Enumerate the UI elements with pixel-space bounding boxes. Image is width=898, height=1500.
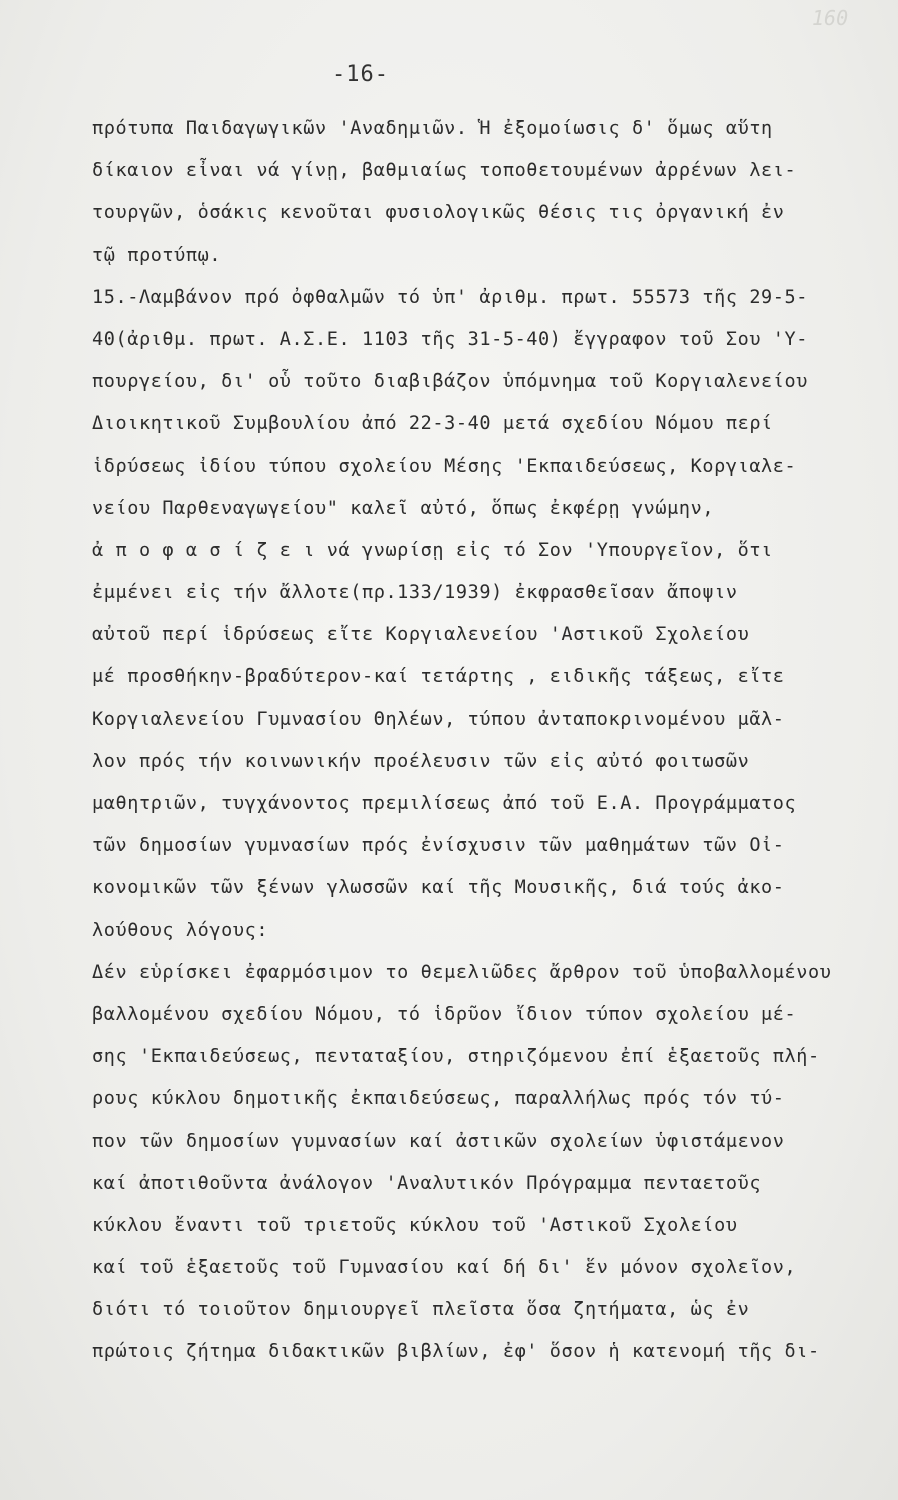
text-line: λούθους λόγους: — [92, 919, 269, 941]
text-line: μέ προσθήκην-βραδύτερον-καί τετάρτης , ειδικῆς τάξεως, εἴτε — [92, 666, 785, 688]
text-line: σης 'Εκπαιδεύσεως, πενταταξίου, στηριζόμενου ἐπί ἑξαετοῦς πλή- — [92, 1046, 820, 1068]
text-line: Διοικητικοῦ Συμβουλίου ἀπό 22-3-40 μετά σχεδίου Νόμου περί — [92, 413, 773, 435]
text-line: βαλλομένου σχεδίου Νόμου, τό ἱδρῦον ἴδιον τύπον σχολείου μέ- — [92, 1003, 797, 1025]
text-line: καί τοῦ ἑξαετοῦς τοῦ Γυμνασίου καί δή δι' ἕν μόνον σχολεῖον, — [92, 1257, 797, 1279]
text-line: λον πρός τήν κοινωνικήν προέλευσιν τῶν εἰς αὐτό φοιτωσῶν — [92, 750, 750, 772]
text-line: Κοργιαλενείου Γυμνασίου Θηλέων, τύπου ἀνταποκρινομένου μᾶλ- — [92, 708, 785, 730]
text-line: διότι τό τοιοῦτον δημιουργεῖ πλεῖστα ὅσα ζητήματα, ὡς ἐν — [92, 1299, 750, 1321]
text-line: τῷ προτύπῳ. — [92, 244, 222, 266]
text-line: δίκαιον εἶναι νά γίνῃ, βαθμιαίως τοποθετουμένων ἀρρένων λει- — [92, 160, 797, 182]
text-line: ἀ π ο φ α σ ί ζ ε ι νά γνωρίσῃ εἰς τό Σον 'Υπουργεῖον, ὅτι — [92, 539, 773, 561]
text-line: καί ἀποτιθοῦντα ἀνάλογον 'Αναλυτικόν Πρόγραμμα πενταετοῦς — [92, 1172, 762, 1194]
text-line: κύκλου ἔναντι τοῦ τριετοῦς κύκλου τοῦ 'Αστικοῦ Σχολείου — [92, 1214, 738, 1236]
text-line: αὐτοῦ περί ἱδρύσεως εἴτε Κοργιαλενείου 'Αστικοῦ Σχολείου — [92, 624, 750, 646]
corner-mark: 160 — [812, 6, 849, 30]
text-line: 40(ἀριθμ. πρωτ. Α.Σ.Ε. 1103 τῆς 31-5-40) ἔγγραφον τοῦ Σου 'Υ- — [92, 328, 809, 350]
text-line: ἐμμένει εἰς τήν ἄλλοτε(πρ.133/1939) ἐκφρασθεῖσαν ἄποψιν — [92, 582, 738, 604]
body-text — [92, 108, 882, 1374]
text-line: μαθητριῶν, τυγχάνοντος πρεμιλίσεως ἀπό τοῦ Ε.Α. Προγράμματος — [92, 793, 797, 814]
page-number: -16- — [332, 62, 389, 87]
text-line: πρώτοις ζήτημα διδακτικῶν βιβλίων, ἐφ' ὅσον ἡ κατενομή τῆς δι- — [92, 1341, 820, 1363]
text-line: 15.-Λαμβάνον πρό ὀφθαλμῶν τό ὑπ' ἀριθμ. πρωτ. 55573 τῆς 29-5- — [92, 286, 809, 308]
text-line: ρους κύκλου δημοτικῆς ἐκπαιδεύσεως, παραλλήλως πρός τόν τύ- — [92, 1088, 785, 1110]
text-line: κονομικῶν τῶν ξένων γλωσσῶν καί τῆς Μουσικῆς, διά τούς ἀκο- — [92, 877, 785, 899]
text-line: τῶν δημοσίων γυμνασίων πρός ἐνίσχυσιν τῶν μαθημάτων τῶν Οἰ- — [92, 835, 785, 857]
text-line: ἱδρύσεως ἰδίου τύπου σχολείου Μέσης 'Εκπαιδεύσεως, Κοργιαλε- — [92, 455, 797, 477]
text-line: πουργείου, δι' οὗ τοῦτο διαβιβάζον ὑπόμνημα τοῦ Κοργιαλενείου — [92, 371, 809, 393]
text-line: τουργῶν, ὁσάκις κενοῦται φυσιολογικῶς θέσις τις ὀργανική ἐν — [92, 202, 785, 224]
text-line: νείου Παρθεναγωγείου" καλεῖ αὐτό, ὅπως ἐκφέρῃ γνώμην, — [92, 497, 715, 519]
text-line: πον τῶν δημοσίων γυμνασίων καί ἀστικῶν σχολείων ὑφιστάμενον — [92, 1130, 785, 1152]
text-line: Δέν εὑρίσκει ἐφαρμόσιμον το θεμελιῶδες ἄρθρον τοῦ ὑποβαλλομένου — [92, 961, 832, 983]
text-line: πρότυπα Παιδαγωγικῶν 'Αναδημιῶν. Ἡ ἐξομοίωσις δ' ὅμως αὕτη — [92, 118, 773, 139]
